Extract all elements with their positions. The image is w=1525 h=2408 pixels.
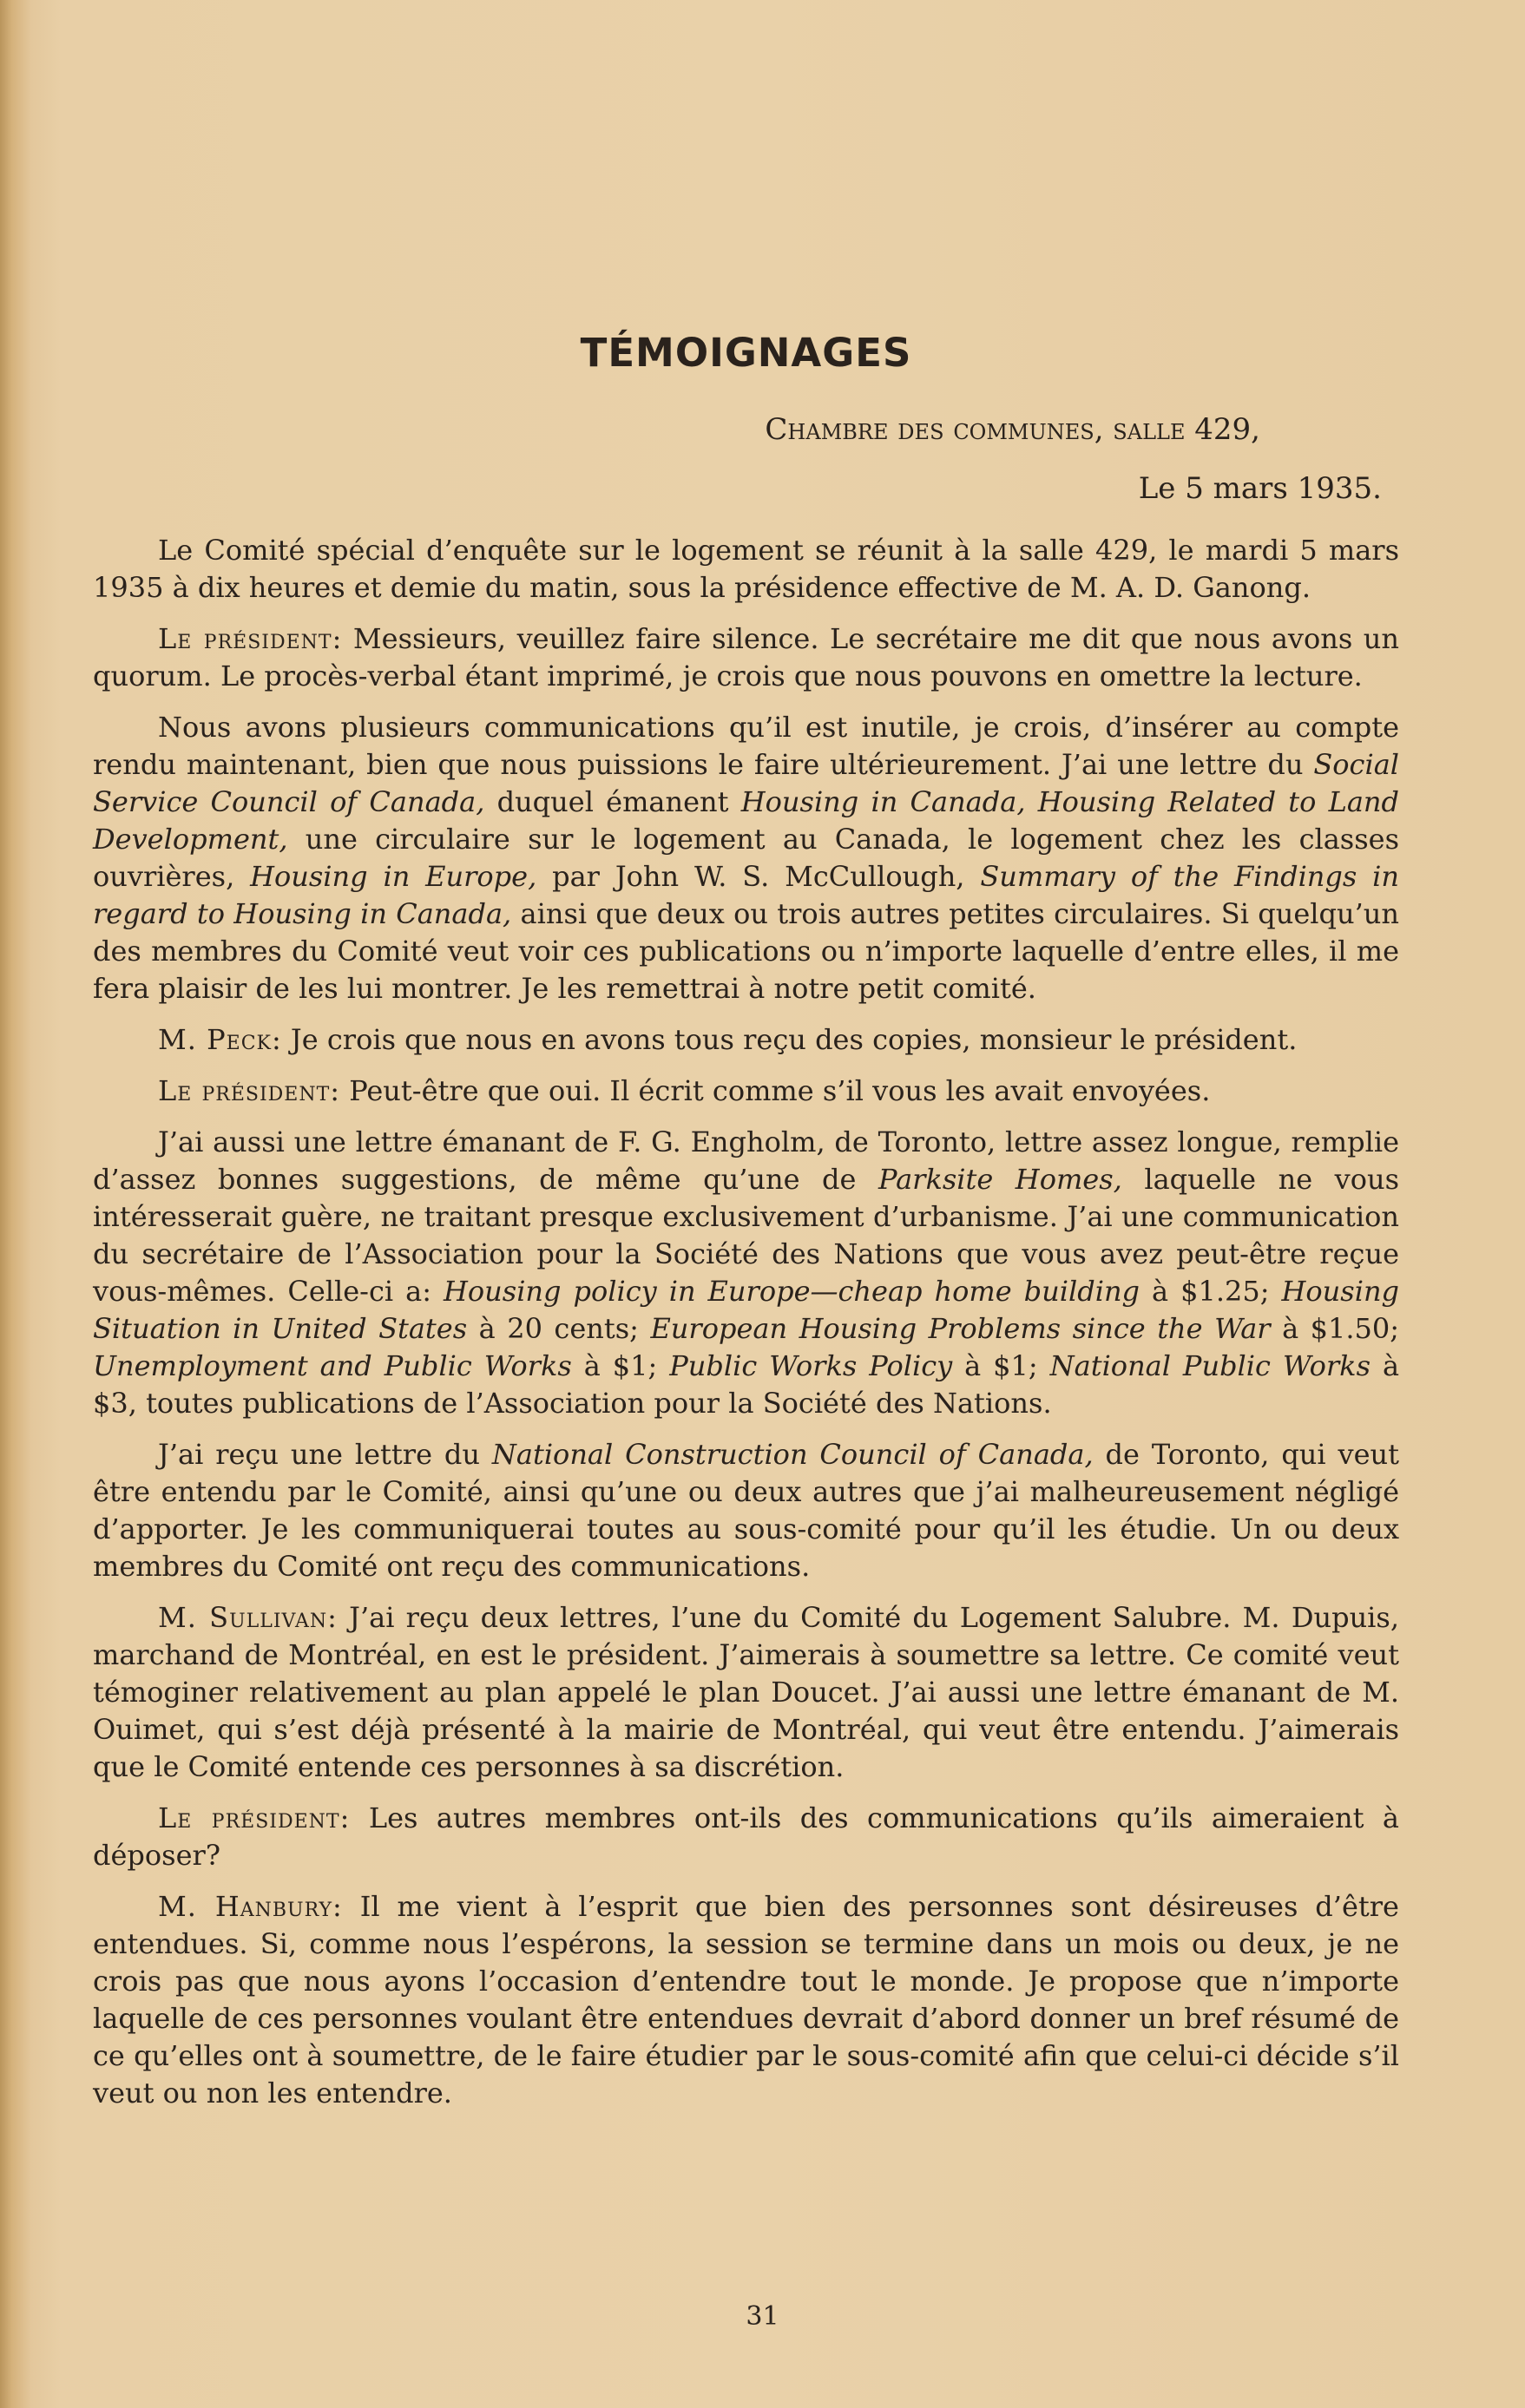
paragraph-text: Peut-être que oui. Il écrit comme s’il vous les avait envoyées. bbox=[340, 1074, 1211, 1107]
text-segment: à $1.50; bbox=[1270, 1312, 1400, 1345]
paragraph-text: Messieurs, veuillez faire silence. Le secrétaire me dit que nous avons un quorum. Le procès-verbal étant imprimé, je crois que nous pouvons en omettre la lecture. bbox=[93, 622, 1399, 692]
place-line: Chambre des communes, salle 429, bbox=[765, 412, 1260, 447]
italic-title: Unemployment and Public Works bbox=[93, 1349, 572, 1382]
text-segment: Nous avons plusieurs communications qu’il est inutile, je crois, d’insérer au compte rendu maintenant, bien que nous puissions le faire ultérieurement. J’ai une lettre du bbox=[93, 711, 1399, 781]
paragraph-4 bbox=[93, 1021, 1399, 1059]
text-segment: J’ai aussi une lettre émanant de F. G. Engholm, de Toronto, lettre assez longue, remplie d’assez bonnes suggestions, de même qu’une de bbox=[93, 1125, 1399, 1196]
paragraph-9 bbox=[93, 1800, 1399, 1874]
speaker-label: M. Sullivan: bbox=[158, 1601, 338, 1634]
italic-title: Housing policy in Europe—cheap home building bbox=[443, 1275, 1140, 1308]
text-segment: par John W. S. McCullough, bbox=[536, 860, 981, 893]
text-segment: une circulaire sur le logement au Canada, le logement chez les classes ouvrières, bbox=[93, 823, 1399, 893]
text-block bbox=[93, 330, 1399, 2126]
text-segment: à $1.25; bbox=[1140, 1275, 1282, 1308]
speaker-label: Le président: bbox=[158, 1074, 341, 1107]
speaker-label: Le président: bbox=[158, 1801, 351, 1834]
text-segment: de Toronto, qui veut être entendu par le Comité, ainsi qu’une ou deux autres que j’ai malheureusement négligé d’apporter. Je les communiquerai toutes au sous-comité pour qu’il les étudie. Un ou deux membres du Comité ont reçu des communications. bbox=[93, 1438, 1400, 1583]
italic-title: Parksite Homes, bbox=[878, 1163, 1122, 1196]
text-segment: laquelle ne vous intéresserait guère, ne traitant presque exclusivement d’urbanisme. J’ai une communication du secrétaire de l’Association pour la Société des Nations que vous avez peut-être reçue vous-mêmes. Celle-ci a: bbox=[93, 1163, 1400, 1308]
paragraph-8 bbox=[93, 1599, 1399, 1786]
text-segment: J’ai reçu une lettre du bbox=[158, 1438, 492, 1471]
text-segment: à $1; bbox=[952, 1349, 1050, 1382]
italic-title: National Construction Council of Canada, bbox=[491, 1438, 1094, 1471]
speaker-label: Le président: bbox=[158, 622, 343, 655]
paragraph-3 bbox=[93, 709, 1399, 1007]
paragraph-text: Il me vient à l’esprit que bien des personnes sont désireuses d’être entendues. Si, comme nous l’espérons, la session se termine dans un mois ou deux, je ne crois pas que nous ayons l’occasion d’entendre tout le monde. Je propose que n’importe laquelle de ces personnes voulant être entendues devrait d’abord donner un bref résumé de ce qu’elles ont à soumettre, de le faire étudier par le sous-comité afin que celui-ci décide s’il veut ou non les entendre. bbox=[93, 1890, 1399, 2109]
paragraph-text: Les autres membres ont-ils des communications qu’ils aimeraient à déposer? bbox=[93, 1801, 1400, 1872]
italic-title: Housing in Europe, bbox=[250, 860, 537, 893]
italic-title: Public Works Policy bbox=[669, 1349, 953, 1382]
italic-title: National Public Works bbox=[1049, 1349, 1371, 1382]
paragraph-1 bbox=[93, 532, 1399, 607]
text-segment: à $3, toutes publications de l’Association pour la Société des Nations. bbox=[93, 1349, 1400, 1420]
paragraph-7 bbox=[93, 1436, 1399, 1585]
italic-title: Housing in Canada, Housing Related to Land Development, bbox=[93, 785, 1400, 856]
italic-title: Social Service Council of Canada, bbox=[93, 748, 1399, 818]
paragraph-text: Je crois que nous en avons tous reçu des copies, monsieur le président. bbox=[281, 1023, 1298, 1056]
text-segment: à 20 cents; bbox=[467, 1312, 651, 1345]
paragraph-text: J’ai reçu deux lettres, l’une du Comité du Logement Salubre. M. Dupuis, marchand de Montréal, en est le président. J’aimerais à soumettre sa lettre. Ce comité veut témoginer relativement au plan appelé le plan Doucet. J’ai aussi une lettre émanant de M. Ouimet, qui s’est déjà présenté à la mairie de Montréal, qui veut être entendu. J’aimerais que le Comité entende ces personnes à sa discrétion. bbox=[93, 1601, 1400, 1783]
page-number: 31 bbox=[746, 2301, 779, 2332]
italic-title: Summary of the Findings in regard to Housing in Canada, bbox=[93, 860, 1400, 930]
text-segment: ainsi que deux ou trois autres petites circulaires. Si quelqu’un des membres du Comité veut voir ces publications ou n’importe laquelle d’entre elles, il me fera plaisir de les lui montrer. Je les remettrai à notre petit comité. bbox=[93, 897, 1400, 1005]
paragraph-6 bbox=[93, 1124, 1399, 1422]
paragraph-2 bbox=[93, 620, 1399, 695]
page-heading: TÉMOIGNAGES bbox=[580, 330, 912, 376]
paragraph-text: Le Comité spécial d’enquête sur le logement se réunit à la salle 429, le mardi 5 mars 1935 à dix heures et demie du matin, sous la présidence effective de M. A. D. Ganong. bbox=[93, 534, 1399, 604]
speaker-label: M. Hanbury: bbox=[158, 1890, 343, 1923]
text-segment: duquel émanent bbox=[484, 785, 741, 818]
date-line: Le 5 mars 1935. bbox=[1138, 471, 1382, 506]
paragraph-10 bbox=[93, 1888, 1399, 2112]
italic-title: European Housing Problems since the War bbox=[650, 1312, 1271, 1345]
italic-title: Housing Situation in United States bbox=[93, 1275, 1400, 1345]
text-segment: à $1; bbox=[571, 1349, 670, 1382]
speaker-label: M. Peck: bbox=[158, 1023, 282, 1056]
paragraph-5 bbox=[93, 1073, 1399, 1110]
